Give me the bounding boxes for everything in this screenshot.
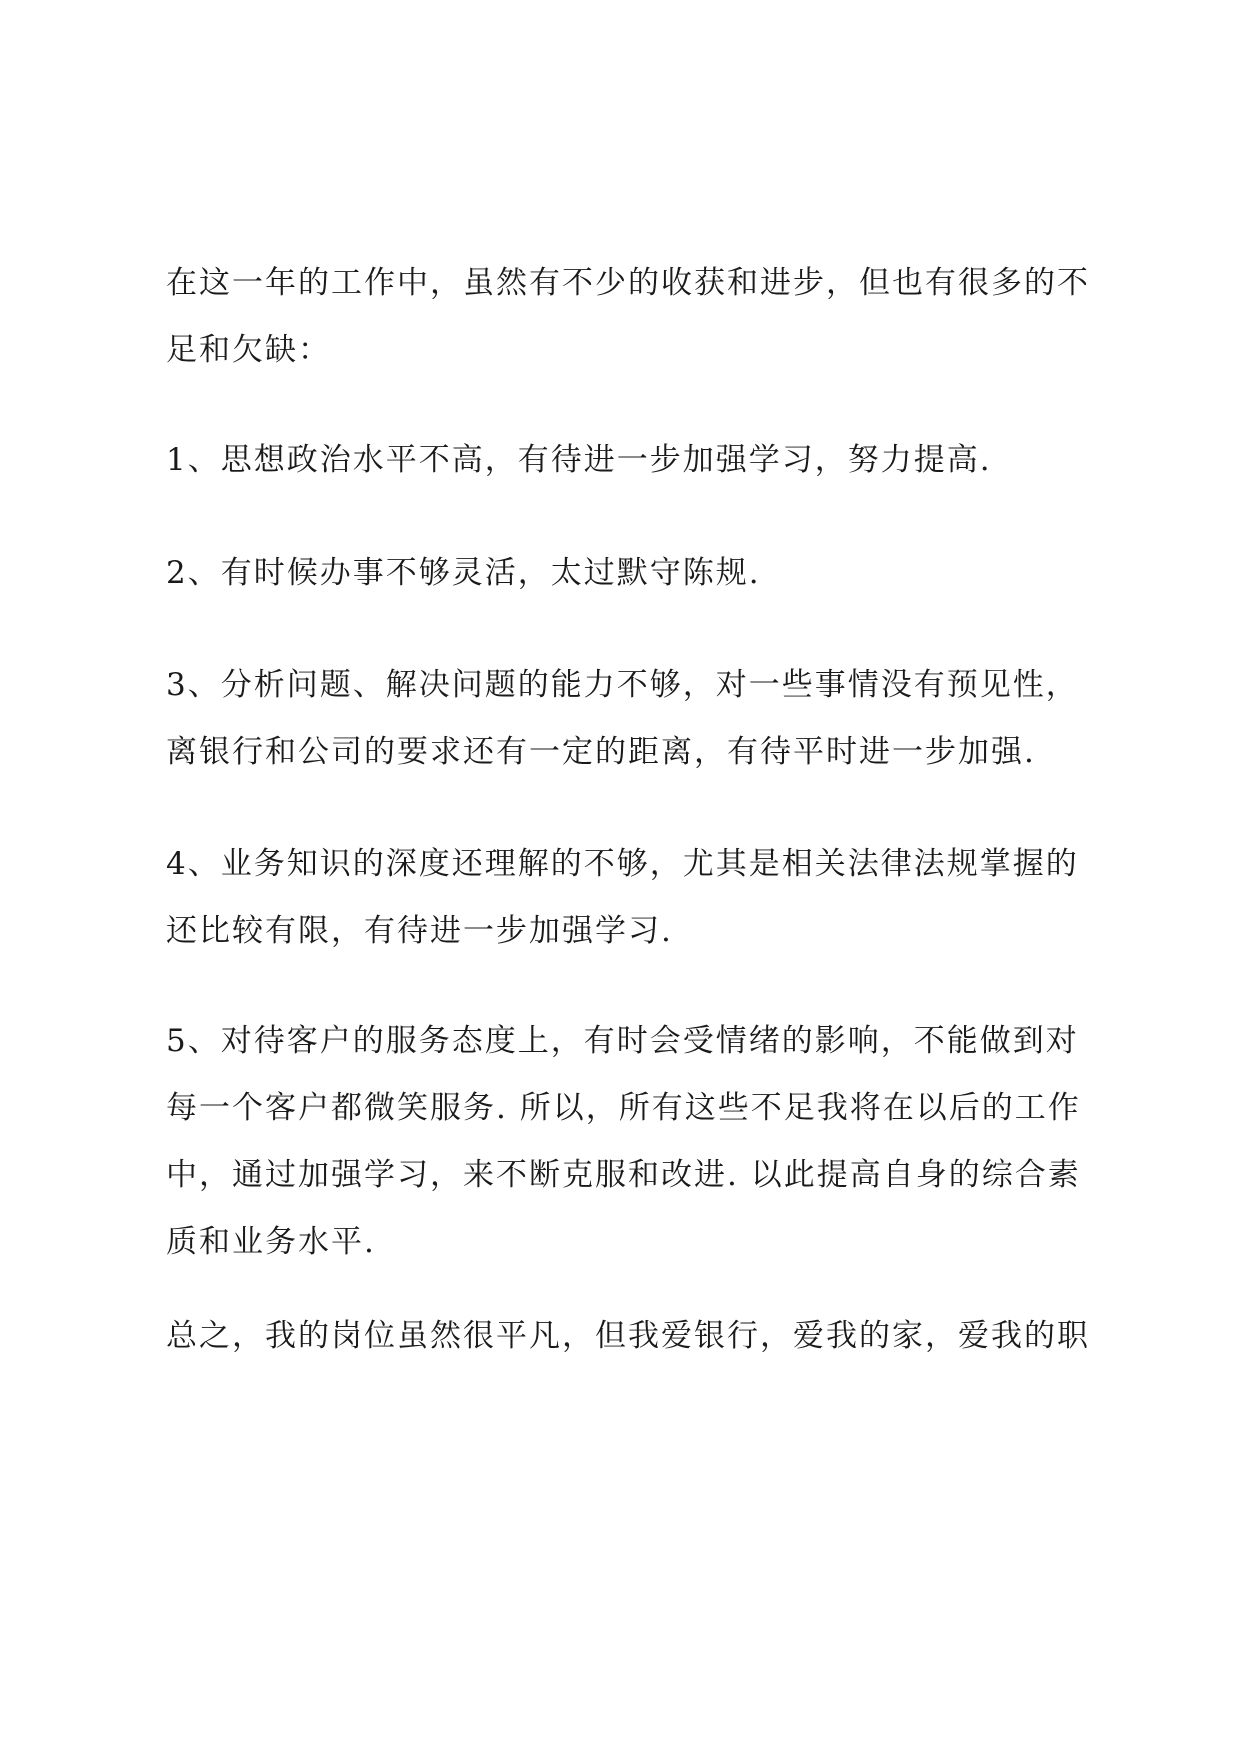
text-line: 质和业务水平.: [166, 1224, 376, 1260]
text-line: 中，通过加强学习，来不断克服和改进. 以此提高自身的综合素: [166, 1157, 1081, 1193]
text-line: 每一个客户都微笑服务. 所以，所有这些不足我将在以后的工作: [166, 1090, 1081, 1126]
text-line: 在这一年的工作中，虽然有不少的收获和进步，但也有很多的不: [166, 265, 1090, 301]
text-line: 5、对待客户的服务态度上，有时会受情绪的影响，不能做到对: [166, 1023, 1079, 1059]
paragraph-intro: [166, 250, 1096, 384]
paragraph-item-5: [166, 1008, 1096, 1276]
text-line: 总之，我的岗位虽然很平凡，但我爱银行，爱我的家，爱我的职: [166, 1318, 1090, 1354]
text-line: 3、分析问题、解决问题的能力不够，对一些事情没有预见性，: [166, 667, 1079, 703]
text-line: 离银行和公司的要求还有一定的距离，有待平时进一步加强.: [166, 734, 1036, 770]
text-line: 1、思想政治水平不高，有待进一步加强学习，努力提高.: [166, 442, 992, 478]
paragraph-item-2: [166, 540, 1096, 607]
paragraph-item-4: [166, 831, 1096, 965]
text-line: 还比较有限，有待进一步加强学习.: [166, 913, 673, 949]
paragraph-conclusion: [166, 1303, 1096, 1370]
text-line: 2、有时候办事不够灵活，太过默守陈规.: [166, 555, 761, 591]
paragraph-item-3: [166, 652, 1096, 786]
text-line: 4、业务知识的深度还理解的不够，尤其是相关法律法规掌握的: [166, 846, 1079, 882]
paragraph-item-1: [166, 427, 1096, 494]
text-line: 足和欠缺：: [166, 332, 331, 368]
